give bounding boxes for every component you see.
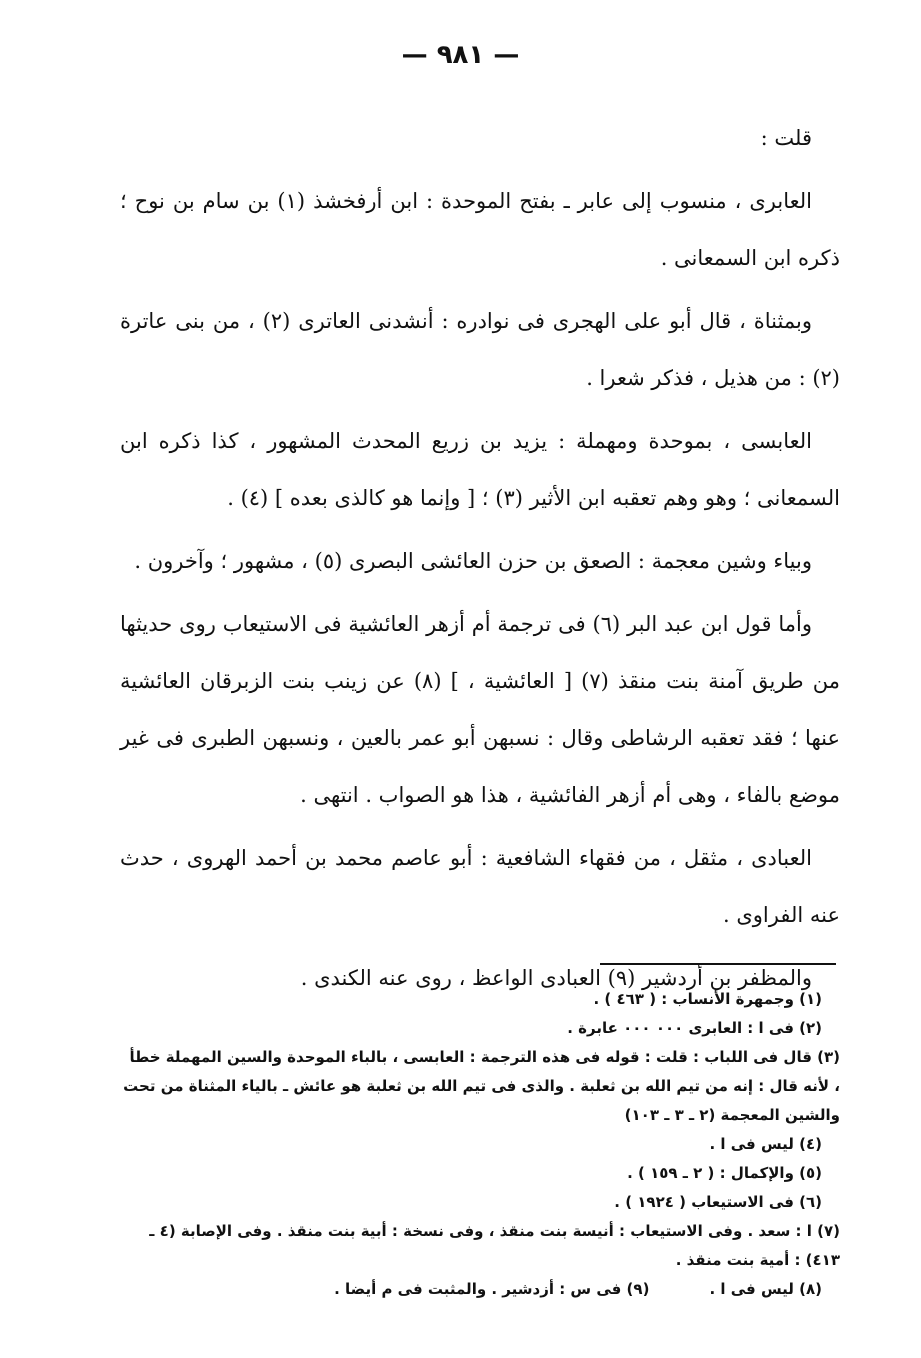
footnotes: [120, 985, 840, 1304]
page-number: — ٩٨١ —: [401, 40, 520, 70]
footnote-divider: [600, 963, 836, 965]
footnote-3: (٣) قال فى اللباب : قلت : قوله فى هذه الترجمة : العابسى ، بالباء الموحدة والسين المهملة خطأ ، لأنه قال : إنه من تيم الله بن ثعلبة . والذى فى تيم الله بن ثعلبة هو عائش ـ بالياء المثناة من تحت والشين المعجمة (٢ ـ ٣ ـ ١٠٣): [123, 1048, 840, 1124]
paragraph-al-abbadi: العبادى ، مثقل ، من فقهاء الشافعية : أبو عاصم محمد بن أحمد الهروى ، حدث عنه الفراوى .: [120, 846, 840, 927]
paragraph-al-abiri: العابرى ، منسوب إلى عابر ـ بفتح الموحدة : ابن أرفخشذ (١) بن سام بن نوح ؛ ذكره ابن السمعانى .: [120, 189, 840, 270]
footnote-9: (٩) فى س : أزدشير . والمثبت فى م أيضا .: [334, 1280, 650, 1298]
footnote-6: (٦) فى الاستيعاب ( ١٩٢٤ ) .: [614, 1193, 822, 1211]
paragraph-al-atiri: وبمثناة ، قال أبو على الهجرى فى نوادره : أنشدنى العاترى (٢) ، من بنى عاترة (٢) : من هذيل ، فذكر شعرا .: [120, 309, 840, 390]
paragraph-al-aishi: وبياء وشين معجمة : الصعق بن حزن العائشى البصرى (٥) ، مشهور ؛ وآخرون .: [134, 549, 812, 573]
footnote-5: (٥) والإكمال : ( ٢ ـ ١٥٩ ) .: [627, 1164, 822, 1182]
paragraph-qult: قلت :: [760, 126, 812, 150]
footnote-2: (٢) فى ا : العابرى ٠٠٠ ٠٠٠ عابرة .: [567, 1019, 822, 1037]
paragraph-al-muzaffar: والمظفر بن أردشير (٩) العبادى الواعظ ، روى عنه الكندى .: [300, 966, 812, 990]
footnote-7: (٧) ا : سعد . وفى الاستيعاب : أنيسة بنت منقذ ، وفى نسخة : أبية بنت منقذ . وفى الإصابة (٤ ـ ٤١٣) : أمية بنت منقذ .: [149, 1222, 840, 1269]
paragraph-al-abisi: العابسى ، بموحدة ومهملة : يزيد بن زريع المحدث المشهور ، كذا ذكره ابن السمعانى ؛ وهو وهم تعقبه ابن الأثير (٣) ؛ [ وإنما هو كالذى بعده ] (٤) .: [120, 429, 840, 510]
footnote-4: (٤) ليس فى ا .: [709, 1135, 822, 1153]
footnote-row-8-9: [120, 1275, 840, 1304]
footnote-8: (٨) ليس فى ا .: [709, 1280, 822, 1298]
footnote-1: (١) وجمهرة الأنساب : ( ٤٦٣ ) .: [593, 990, 822, 1008]
paragraph-ibn-abd-al-barr: وأما قول ابن عبد البر (٦) فى ترجمة أم أزهر العائشية فى الاستيعاب روى حديثها من طريق آمنة بنت منقذ (٧) [ العائشية ، ] (٨) عن زينب بنت الزبرقان العائشية عنها ؛ فقد تعقبه الرشاطى وقال : نسبهن أبو عمر بالعين ، ونسبهن الطبرى فى غير موضع بالفاء ، وهى أم أزهر الفائشية ، هذا هو الصواب . انتهى .: [120, 612, 840, 807]
main-text: [120, 110, 840, 1013]
